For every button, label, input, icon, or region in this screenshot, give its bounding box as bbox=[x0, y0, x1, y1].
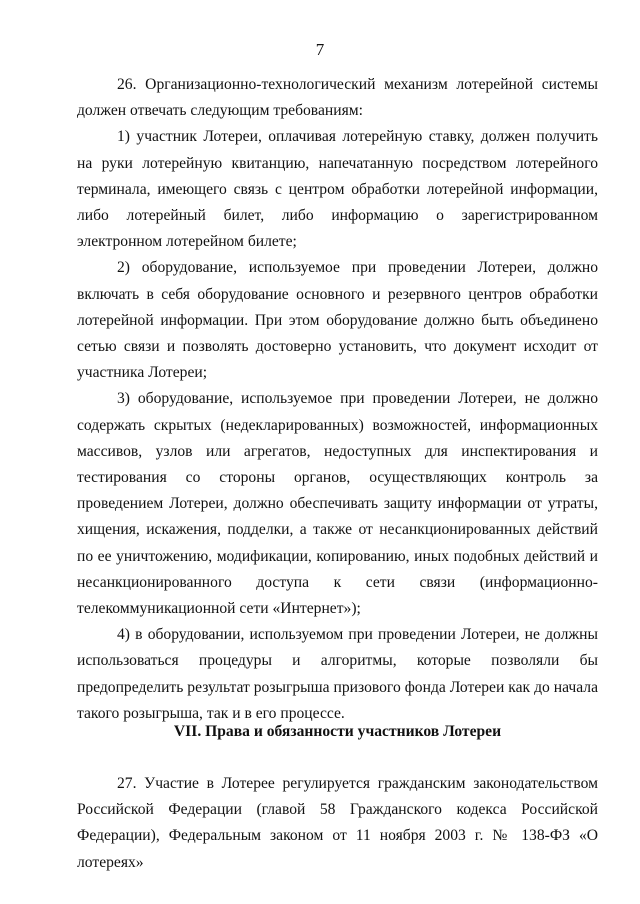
paragraph-27: 27. Участие в Лотерее регулируется гражданским законодательством Российской Федерации (главой 58 Гражданского кодекса Российской Федерации), Федеральным законом от 11 ноября 2003 г. № 138-ФЗ «О лотереях» bbox=[77, 775, 598, 871]
paragraph-26-item-4: 4) в оборудовании, используемом при проведении Лотереи, не должны использоваться процедуры и алгоритмы, которые позволяли бы предопределить результат розыгрыша призового фонда Лотереи как до начала такого розыгрыша, так и в его процессе. bbox=[77, 626, 598, 722]
paragraph-26: 26. Организационно-технологический механизм лотерейной системы должен отвечать следующим требованиям: bbox=[77, 76, 598, 120]
paragraph-26-item-3: 3) оборудование, используемое при проведении Лотереи, не должно содержать скрытых (недекларированных) возможностей, информационных массивов, узлов или агрегатов, недоступных для инспектирования и тестирования со стороны органов, осуществляющих контроль за проведением Лотереи, должно обеспечивать защиту информации от утраты, хищения, искажения, подделки, а также от несанкционированных действий по ее уничтожению, модификации, копированию, иных подобных действий и несанкционированного доступа к сети связи (информационно-телекоммуникационной сети «Интернет»); bbox=[77, 390, 598, 618]
paragraph-26-item-1: 1) участник Лотереи, оплачивая лотерейную ставку, должен получить на руки лотерейную квитанцию, напечатанную посредством лотерейного терминала, имеющего связь с центром обработки лотерейной информации, либо лотерейный билет, либо информацию о зарегистрированном электронном лотерейном билете; bbox=[77, 128, 598, 251]
section-heading: VII. Права и обязанности участников Лотереи bbox=[173, 723, 502, 740]
rights-block bbox=[77, 771, 598, 876]
page-number: 7 bbox=[315, 40, 325, 59]
requirements-block bbox=[77, 72, 598, 727]
paragraph-26-item-2: 2) оборудование, используемое при проведении Лотереи, должно включать в себя оборудование основного и резервного центров обработки лотерейной информации. При этом оборудование должно быть объединено сетью связи и позволять достоверно установить, что документ исходит от участника Лотереи; bbox=[77, 259, 598, 382]
